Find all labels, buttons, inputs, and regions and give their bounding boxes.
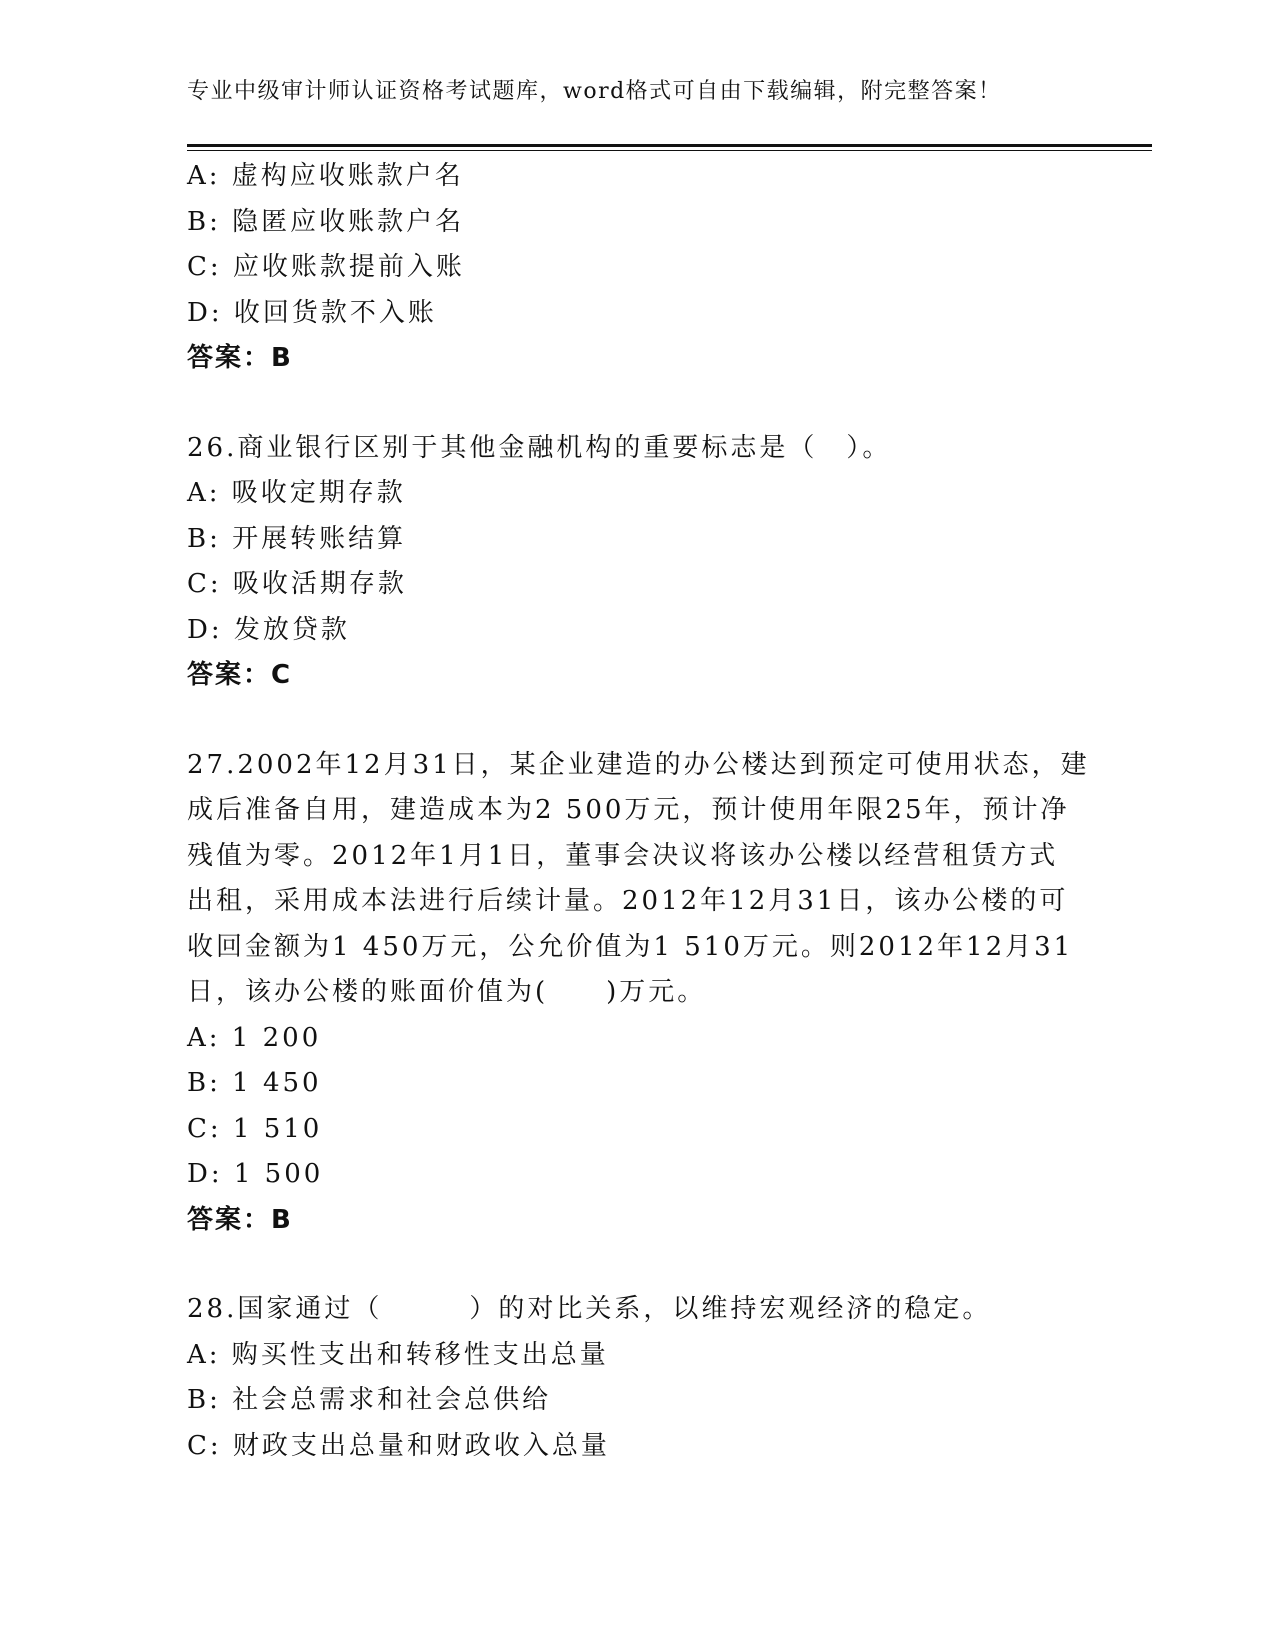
option-c: C: 吸收活期存款 [187, 569, 407, 599]
option-b: B: 1 450 [187, 1068, 322, 1098]
option-b: B: 社会总需求和社会总供给 [187, 1385, 552, 1415]
option-d: D: 收回货款不入账 [187, 297, 437, 328]
question-text: 出租，采用成本法进行后续计量。2012年12月31日，该办公楼的可 [187, 886, 1069, 916]
question-text: 成后准备自用，建造成本为2 500万元，预计使用年限25年，预计净 [187, 795, 1070, 825]
answer: 答案：C [187, 660, 293, 690]
header-rule-thin [187, 150, 1152, 151]
question-block [187, 1287, 1087, 1469]
option-b: B: 开展转账结算 [187, 523, 407, 554]
option-a: A: 1 200 [187, 1022, 322, 1053]
option-b: B: 隐匿应收账款户名 [187, 206, 465, 237]
answer: 答案：B [187, 1204, 293, 1235]
answer: 答案：B [187, 343, 293, 373]
option-a: A: 虚构应收账款户名 [187, 161, 464, 191]
spacer [187, 382, 1087, 426]
option-a: A: 吸收定期存款 [187, 478, 406, 508]
option-d: D: 1 500 [187, 1159, 324, 1189]
question-text: 26.商业银行区别于其他金融机构的重要标志是（ ）。 [187, 432, 892, 463]
option-c: C: 财政支出总量和财政收入总量 [187, 1430, 610, 1461]
question-text: 28.国家通过（ ）的对比关系，以维持宏观经济的稳定。 [187, 1294, 992, 1324]
question-block [187, 154, 1087, 382]
option-c: C: 应收账款提前入账 [187, 252, 465, 282]
question-list [187, 154, 1090, 1469]
header-rule-thick [187, 144, 1152, 147]
question-block [187, 743, 1090, 1244]
option-d: D: 发放贷款 [187, 614, 350, 645]
question-text: 残值为零。2012年1月1日，董事会决议将该办公楼以经营租赁方式 [187, 840, 1059, 871]
page-header: 专业中级审计师认证资格考试题库，word格式可自由下载编辑，附完整答案！ [187, 79, 1002, 104]
question-text: 27.2002年12月31日，某企业建造的办公楼达到预定可使用状态，建 [187, 749, 1090, 780]
question-block [187, 426, 1087, 699]
question-text: 日，该办公楼的账面价值为( )万元。 [187, 977, 707, 1007]
option-a: A: 购买性支出和转移性支出总量 [187, 1339, 609, 1370]
option-c: C: 1 510 [187, 1113, 323, 1144]
spacer [187, 699, 1087, 743]
spacer [187, 1243, 1087, 1287]
question-text: 收回金额为1 450万元，公允价值为1 510万元。则2012年12月31 [187, 931, 1074, 962]
